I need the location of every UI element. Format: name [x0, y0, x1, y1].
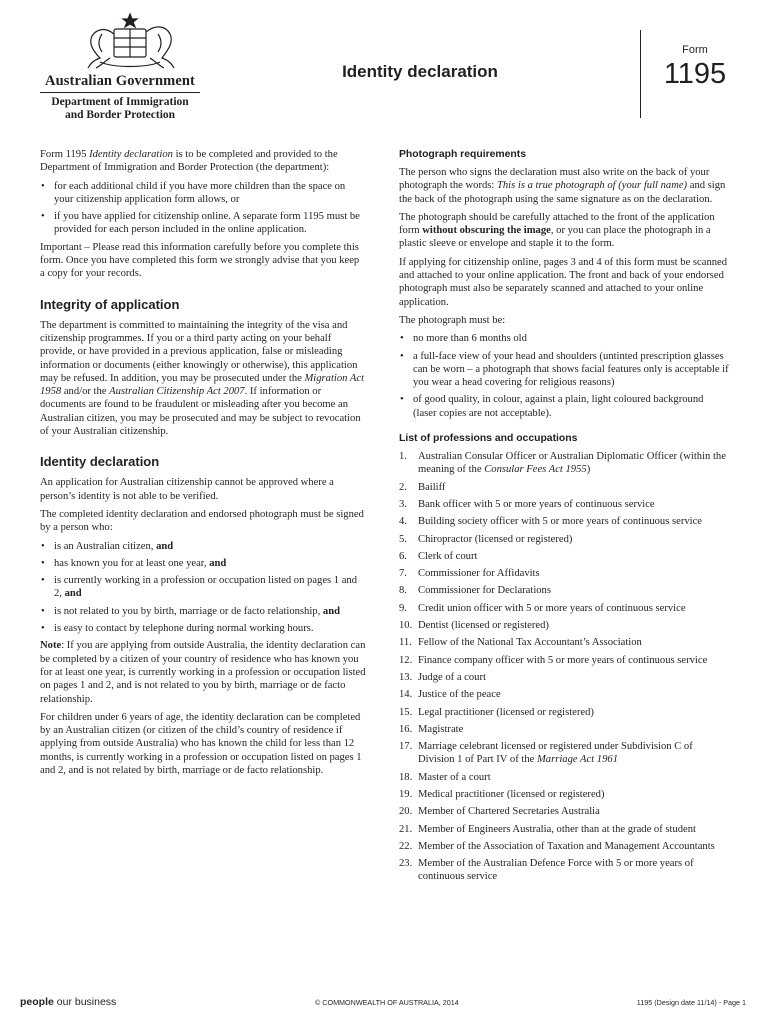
profession-number: 10.: [399, 620, 413, 632]
photo-endorsement-words: This is a true photograph of (your full name): [496, 180, 688, 192]
profession-text-start: Master of a court: [418, 771, 491, 783]
form-number: 1195: [663, 58, 727, 90]
profession-text-start: Dentist (licensed or registered): [418, 620, 549, 632]
profession-text: [418, 515, 729, 528]
profession-text: [418, 805, 729, 818]
profession-number: 23.: [399, 858, 413, 870]
footer-page-info: 1195 (Design date 11/14) - Page 1: [636, 998, 746, 1007]
profession-text-start: Marriage celebrant licensed or registered under Subdivision C of Division 1 of Part IV of the: [418, 741, 693, 766]
profession-item: [399, 636, 729, 649]
criterion-text: is currently working in a profession or occupation listed on pages 1 and 2,: [54, 575, 358, 600]
profession-number: 22.: [399, 840, 413, 852]
criterion-conjunction: and: [64, 588, 82, 600]
profession-number: 12.: [399, 654, 413, 666]
note-label: Note: [40, 640, 62, 652]
profession-number: 20.: [399, 806, 413, 818]
integrity-conjunction: and/or the: [61, 386, 110, 398]
list-item: • of good quality, in colour, against a plain, light coloured background (laser copies are not acceptable).: [399, 393, 729, 420]
profession-text-start: Commissioner for Affidavits: [418, 568, 540, 580]
professions-list: [399, 450, 729, 884]
profession-text-start: Building society officer with 5 or more years of continuous service: [418, 516, 702, 528]
profession-text-start: Member of Engineers Australia, other than at the grade of student: [418, 823, 696, 835]
profession-text-start: Medical practitioner (licensed or registered): [418, 788, 605, 800]
identity-declaration-heading: Identity declaration: [40, 454, 160, 470]
profession-item: [399, 602, 729, 615]
department-name: [40, 96, 200, 122]
profession-item: [399, 723, 729, 736]
profession-text-start: Australian Consular Officer or Australian Diplomatic Officer (within the meaning of the: [418, 451, 726, 476]
profession-item: [399, 706, 729, 719]
profession-item: [399, 805, 729, 818]
integrity-text-end: . If information or documents are found to be fraudulent or misleading after you become an Australian citizen, you may be prosecuted and may be subject to revocation of your Australian citizenship.: [40, 386, 361, 438]
profession-item: [399, 840, 729, 853]
citizenship-act-title: Australian Citizenship Act 2007: [109, 386, 245, 398]
profession-text-start: Commissioner for Declarations: [418, 585, 551, 597]
photo-paragraph-3: If applying for citizenship online, pages 3 and 4 of this form must be scanned and attached to your online application. The front and back of your endorsed photograph must also be separately scanned and attached to your online application.: [399, 256, 728, 308]
coat-of-arms-icon: [70, 12, 190, 70]
profession-number: 21.: [399, 823, 413, 835]
government-title: Australian Government: [45, 73, 195, 89]
department-line-2: and Border Protection: [64, 109, 176, 121]
profession-text-start: Judge of a court: [418, 671, 486, 683]
profession-text: [418, 688, 729, 701]
profession-number: 7.: [399, 568, 407, 580]
profession-text: [418, 481, 729, 494]
profession-text-start: Finance company officer with 5 or more years of continuous service: [418, 654, 708, 666]
profession-number: 16.: [399, 723, 413, 735]
list-item: • a full-face view of your head and shoulders (untinted prescription glasses can be worn – a photograph that shows facial features only is acceptable if you wear a head covering for religious reasons): [399, 350, 729, 390]
criterion-text: has known you for at least one year,: [54, 557, 210, 569]
profession-text: [418, 450, 729, 477]
photo-text-start: The person who signs the declaration must also write on the back of your photograph the words:: [399, 167, 710, 192]
photo-paragraph-1: [399, 166, 729, 206]
profession-text: [418, 550, 729, 563]
profession-item: [399, 654, 729, 667]
profession-item: [399, 857, 729, 884]
professions-list-heading: List of professions and occupations: [399, 433, 578, 445]
photo-paragraph-4: The photograph must be:: [399, 314, 506, 326]
profession-text: [418, 654, 729, 667]
profession-text: [418, 498, 729, 511]
profession-text-start: Credit union officer with 5 or more years of continuous service: [418, 602, 686, 614]
list-item: [40, 540, 366, 553]
migration-act-title: Migration Act 1958: [40, 372, 365, 398]
photo-text-end: and sign the back of the photograph using the same signature as on the declaration.: [399, 180, 726, 205]
profession-number: 15.: [399, 706, 413, 718]
profession-item: [399, 788, 729, 801]
profession-text-start: Chiropractor (licensed or registered): [418, 533, 573, 545]
profession-text-start: Bailiff: [418, 481, 446, 493]
profession-item: [399, 584, 729, 597]
photograph-requirements-heading: Photograph requirements: [399, 149, 527, 160]
profession-text: [418, 619, 729, 632]
profession-text: [418, 533, 729, 546]
profession-number: 4.: [399, 516, 407, 528]
form-label: Form: [682, 44, 708, 56]
profession-number: 19.: [399, 788, 413, 800]
criterion-text: is easy to contact by telephone during normal working hours.: [54, 623, 314, 635]
list-item: • no more than 6 months old: [399, 332, 729, 345]
intro-text-start: Form 1195: [40, 149, 90, 160]
profession-number: 13.: [399, 671, 413, 683]
profession-number: 14.: [399, 689, 413, 701]
list-item: • for each additional child if you have more children than the space on your citizenship application form allows, or: [40, 180, 366, 207]
profession-text-start: Bank officer with 5 or more years of continuous service: [418, 498, 655, 510]
profession-text: [418, 723, 729, 736]
profession-item: [399, 567, 729, 580]
identity-paragraph-2: The completed identity declaration and endorsed photograph must be signed by a person who:: [40, 508, 364, 534]
profession-text: [418, 636, 729, 649]
intro-bullet-list: [40, 180, 366, 237]
criterion-text: is an Australian citizen,: [54, 540, 157, 552]
photo-attach-emphasis: without obscuring the image: [422, 225, 551, 237]
profession-text-start: Fellow of the National Tax Accountant’s Association: [418, 637, 642, 649]
integrity-paragraph: [40, 319, 366, 439]
list-item: [40, 622, 366, 635]
profession-text: [418, 671, 729, 684]
profession-number: 8.: [399, 585, 407, 597]
footer-brand-rest: our business: [53, 996, 117, 1008]
profession-number: 9.: [399, 602, 407, 614]
profession-text: [418, 840, 729, 853]
profession-text-start: Member of the Association of Taxation and Management Accountants: [418, 840, 715, 852]
criterion-conjunction: and: [209, 557, 227, 569]
profession-item: [399, 533, 729, 546]
profession-text-start: Legal practitioner (licensed or registered): [418, 706, 594, 718]
profession-number: 11.: [399, 637, 412, 649]
profession-item: [399, 498, 729, 511]
profession-number: 2.: [399, 481, 407, 493]
profession-text: [418, 584, 729, 597]
header-divider: [40, 92, 200, 93]
integrity-heading: Integrity of application: [40, 296, 180, 312]
profession-text: [418, 567, 729, 580]
footer-brand-bold: people: [20, 996, 54, 1008]
criterion-text: is not related to you by birth, marriage or de facto relationship,: [54, 605, 323, 617]
note-paragraph: [40, 639, 366, 705]
left-column: [40, 148, 366, 782]
signer-criteria-list: [40, 540, 366, 636]
profession-item: [399, 515, 729, 528]
profession-text-start: Member of the Australian Defence Force with 5 or more years of continuous service: [418, 858, 694, 883]
profession-item: [399, 619, 729, 632]
profession-text: [418, 823, 729, 836]
profession-text: [418, 788, 729, 801]
profession-item: [399, 450, 729, 477]
profession-item: [399, 771, 729, 784]
photo-attach-text: The photograph should be carefully attached to the front of the application form: [399, 211, 715, 237]
list-item: [40, 605, 366, 618]
profession-text-start: Clerk of court: [418, 550, 478, 562]
photo-paragraph-2: [399, 211, 729, 251]
photo-attach-text-end: , or you can place the photograph in a plastic sleeve or envelope and staple it to the form.: [399, 225, 711, 250]
integrity-text-start: The department is committed to maintaining the integrity of the visa and citizenship programmes. If you or a third party acting on your behalf provide, or have provided in a previous application, false or misleading information or documents (either knowingly or otherwise), this application may be refused. In addition, you may be prosecuted under the: [40, 319, 358, 384]
profession-text: [418, 602, 729, 615]
profession-item: [399, 688, 729, 701]
profession-text: [418, 771, 729, 784]
profession-number: 1.: [399, 451, 407, 463]
profession-text: [418, 706, 729, 719]
note-text: : If you are applying from outside Australia, the identity declaration can be completed by a citizen of your country of residence who has known you for at least one year, is currently working in a profession or occupation listed on pages 1 and 2, and is not related to you by birth, marriage or de facto relationship.: [40, 640, 366, 705]
criterion-conjunction: and: [156, 540, 174, 552]
profession-text-start: Justice of the peace: [418, 689, 501, 701]
profession-text-start: Magistrate: [418, 723, 464, 735]
profession-act-title: Marriage Act 1961: [536, 754, 618, 766]
footer-brand: [20, 996, 116, 1008]
intro-text-end: is to be completed and provided to the Department of Immigration and Border Protection (the department):: [40, 149, 338, 174]
criterion-conjunction: and: [322, 605, 340, 617]
list-item: [40, 574, 366, 601]
profession-item: [399, 550, 729, 563]
list-item: • if you have applied for citizenship online. A separate form 1195 must be provided for each person included in the online application.: [40, 210, 366, 237]
profession-text: [418, 740, 729, 767]
profession-text-end: ): [586, 464, 591, 476]
right-column: [399, 148, 729, 888]
profession-number: 5.: [399, 533, 407, 545]
profession-number: 3.: [399, 498, 407, 510]
profession-text: [418, 857, 729, 884]
list-item: [40, 557, 366, 570]
profession-item: [399, 823, 729, 836]
profession-text-start: Member of Chartered Secretaries Australia: [418, 806, 600, 818]
children-paragraph: For children under 6 years of age, the identity declaration can be completed by an Australian citizen (or citizen of the child’s country of residence if applying from outside Australia) who has known the child for less than 12 months, is currently working in a profession or occupation listed on pages 1 and 2, and is not related by birth, marriage or de facto relationship.: [40, 711, 362, 776]
intro-paragraph: [40, 148, 366, 175]
intro-form-name: Identity declaration: [89, 149, 173, 160]
profession-item: [399, 740, 729, 767]
profession-act-title: Consular Fees Act 1955: [484, 464, 587, 476]
department-line-1: Department of Immigration: [51, 96, 189, 108]
identity-paragraph-1: An application for Australian citizenship cannot be approved where a person’s identity is not able to be verified.: [40, 477, 334, 502]
profession-number: 18.: [399, 771, 413, 783]
profession-item: [399, 481, 729, 494]
photo-requirements-list: [399, 332, 729, 420]
profession-item: [399, 671, 729, 684]
important-notice: Important – Please read this information carefully before you complete this form. Once you have completed this form we strongly advise that you keep a copy for your records.: [40, 241, 360, 280]
profession-number: 6.: [399, 550, 407, 562]
footer-copyright: © COMMONWEALTH OF AUSTRALIA, 2014: [315, 998, 459, 1007]
profession-number: 17.: [399, 741, 413, 753]
form-title: Identity declaration: [342, 62, 498, 81]
